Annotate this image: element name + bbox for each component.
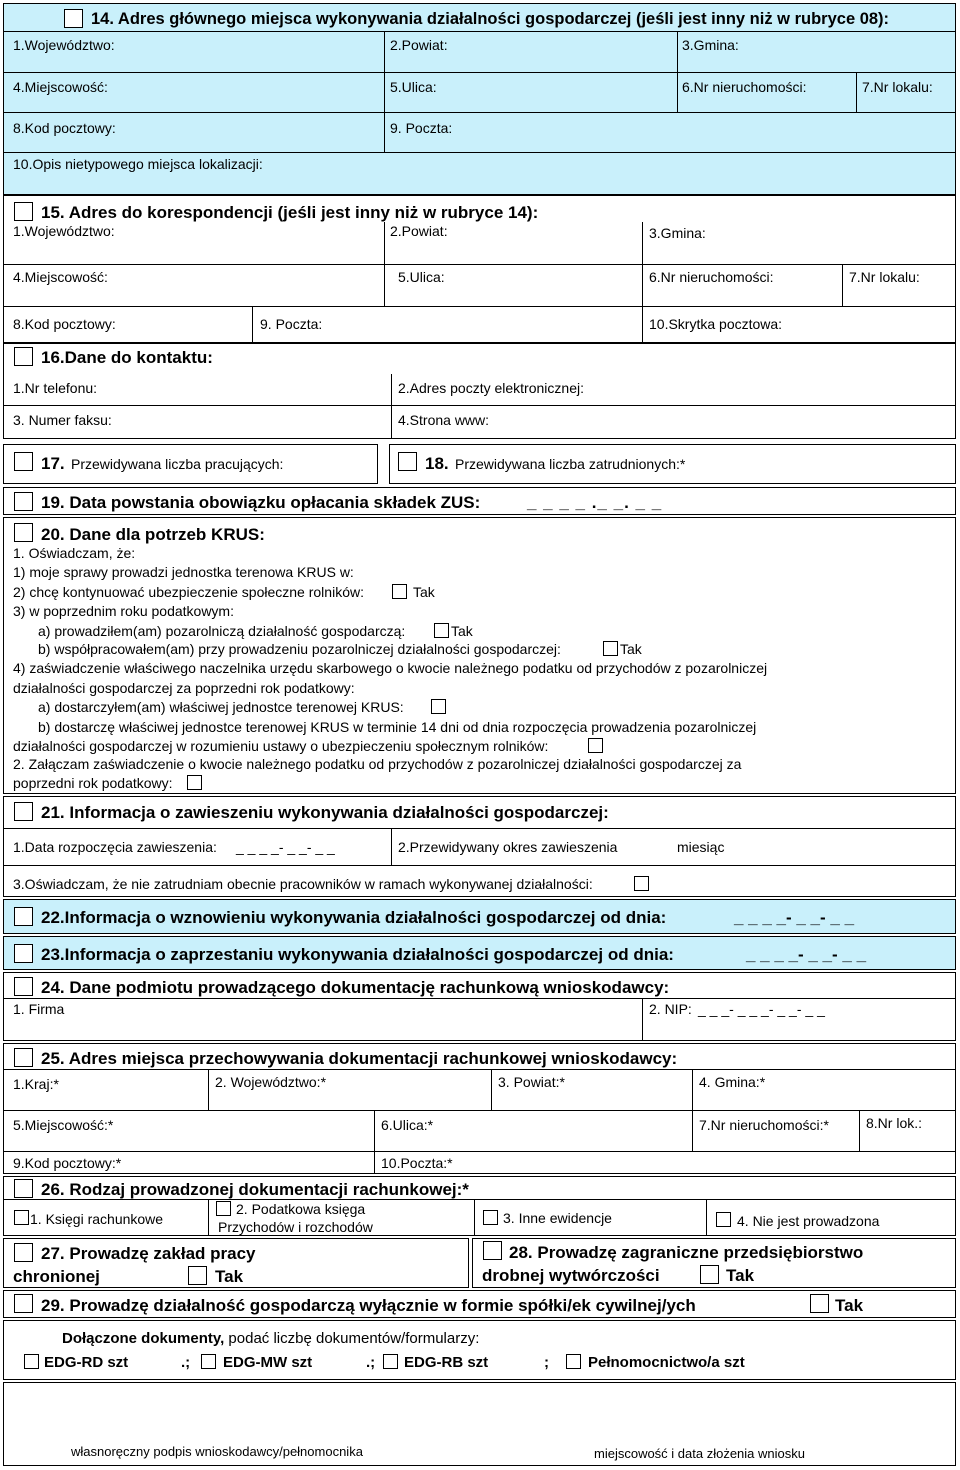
s20-line: a) prowadziłem(am) pozarolniczą działalność gospodarczą: [38, 623, 406, 639]
att-edg-rb: EDG-RB szt [404, 1354, 489, 1371]
s18-checkbox[interactable] [398, 452, 417, 471]
s28-checkbox[interactable] [483, 1241, 502, 1260]
s17-number: 17. [41, 454, 65, 473]
s28-title: drobnej wytwórczości [482, 1266, 660, 1285]
s24-nip-field[interactable]: _ _ _- _ _ _- _ _- _ _ [698, 1001, 825, 1017]
divider [706, 1199, 707, 1236]
divider [3, 306, 956, 307]
divider [642, 998, 643, 1041]
s16-checkbox[interactable] [14, 347, 33, 366]
divider [3, 865, 956, 866]
s23-date-field[interactable]: _ _ _ _- _ _- _ _ [746, 945, 867, 964]
s18-number: 18. [425, 454, 449, 473]
s20-prowadzilem-checkbox[interactable] [434, 623, 449, 638]
s20-tak: Tak [620, 641, 642, 657]
s15-field-poczta[interactable]: 9. Poczta: [260, 316, 323, 332]
s25-field-nr-lok[interactable]: 8.Nr lok.: [866, 1115, 923, 1131]
att-edg-rd-suffix: .; [181, 1354, 191, 1371]
s26-option-nie-prowadzona: 4. Nie jest prowadzona [737, 1213, 880, 1229]
divider [3, 1110, 956, 1111]
s29-title: 29. Prowadzę działalność gospodarczą wyłącznie w formie spółki/ek cywilnej/ych [41, 1296, 696, 1315]
s24-field-nip: 2. NIP: [649, 1001, 692, 1017]
s14-field-kod-pocztowy[interactable]: 8.Kod pocztowy: [13, 120, 116, 136]
s19-title: 19. Data powstania obowiązku opłacania składek ZUS: [41, 493, 481, 512]
s25-field-wojewodztwo[interactable]: 2. Województwo:* [215, 1074, 327, 1090]
s14-field-ulica[interactable]: 5.Ulica: [390, 79, 437, 95]
s26-ksiegi-checkbox[interactable] [14, 1210, 29, 1225]
s22-title: 22.Informacja o wznowieniu wykonywania działalności gospodarczej od dnia: [41, 908, 667, 927]
s17-checkbox[interactable] [14, 452, 33, 471]
s20-line: b) współpracowałem(am) przy prowadzeniu pozarolniczej działalności gospodarczej: [38, 641, 561, 657]
s24-field-firma[interactable]: 1. Firma [13, 1001, 65, 1017]
divider [3, 264, 956, 265]
s20-dostarcze-checkbox[interactable] [588, 738, 603, 753]
s26-inne-checkbox[interactable] [483, 1210, 498, 1225]
signature-label: własnoręczny podpis wnioskodawcy/pełnomocnika [71, 1444, 363, 1459]
s19-date-field[interactable]: _ _ _ _ ._ _. _ _ [527, 493, 663, 512]
s26-option-inne: 3. Inne ewidencje [503, 1210, 612, 1226]
s25-field-miejscowosc[interactable]: 5.Miejscowość:* [13, 1117, 114, 1133]
s20-line: b) dostarczę właściwej jednostce terenowej KRUS w terminie 14 dni od dnia rozpoczęcia prowadzenia pozarolniczej [38, 719, 757, 735]
divider [384, 31, 385, 153]
s23-title: 23.Informacja o zaprzestaniu wykonywania działalności gospodarczej od dnia: [41, 945, 674, 964]
s14-field-powiat[interactable]: 2.Powiat: [390, 37, 448, 53]
attachments-title-rest: podać liczbę dokumentów/formularzy: [224, 1330, 480, 1347]
place-date-label: miejscowość i data złożenia wniosku [594, 1446, 805, 1461]
s16-field-faks[interactable]: 3. Numer faksu: [13, 412, 112, 428]
att-pelnomocnictwo-checkbox[interactable] [566, 1354, 581, 1369]
s26-nie-prowadzona-checkbox[interactable] [716, 1212, 731, 1227]
s21-oswiadczam: 3.Oświadczam, że nie zatrudniam obecnie pracowników w ramach wykonywanej działalności: [13, 876, 593, 892]
s20-kontynuacja-checkbox[interactable] [392, 584, 407, 599]
s27-tak: Tak [215, 1267, 244, 1286]
s14-field-opis[interactable]: 10.Opis nietypowego miejsca lokalizacji: [13, 156, 263, 172]
s20-checkbox[interactable] [14, 523, 33, 542]
s27-title: 27. Prowadzę zakład pracy [41, 1244, 256, 1263]
s25-title: 25. Adres miejsca przechowywania dokumentacji rachunkowej wnioskodawcy: [41, 1049, 678, 1068]
s15-field-wojewodztwo[interactable]: 1.Województwo: [13, 223, 115, 239]
divider [3, 1199, 956, 1200]
att-edg-rd: EDG-RD szt [44, 1354, 129, 1371]
s26-checkbox[interactable] [14, 1179, 33, 1198]
s25-field-nr-nieruchomosci[interactable]: 7.Nr nieruchomości:* [699, 1117, 829, 1133]
s29-checkbox[interactable] [14, 1294, 33, 1313]
s14-field-nr-lokalu[interactable]: 7.Nr lokalu: [862, 79, 933, 95]
divider [374, 1110, 375, 1174]
s26-pkpir-checkbox[interactable] [216, 1201, 231, 1216]
s16-field-www[interactable]: 4.Strona www: [398, 412, 490, 428]
s20-line: 4) zaświadczenie właściwego naczelnika urzędu skarbowego o kwocie należnego podatku od przychodów z pozarolniczej [13, 660, 768, 676]
s14-field-miejscowosc[interactable]: 4.Miejscowość: [13, 79, 108, 95]
s26-option-pkpir: 2. Podatkowa księga [236, 1201, 366, 1217]
s20-line: działalności gospodarczej w rozumieniu ustawy o ubezpieczeniu społecznym rolników: [13, 738, 549, 754]
s21-oswiadczam-checkbox[interactable] [634, 876, 649, 891]
s14-field-poczta[interactable]: 9. Poczta: [390, 120, 453, 136]
s15-field-ulica[interactable]: 5.Ulica: [398, 269, 445, 285]
s14-field-gmina[interactable]: 3.Gmina: [682, 37, 739, 53]
s25-field-powiat[interactable]: 3. Powiat:* [498, 1074, 565, 1090]
s28-tak: Tak [726, 1266, 755, 1285]
s25-field-kraj[interactable]: 1.Kraj:* [13, 1076, 59, 1092]
s15-field-skrytka[interactable]: 10.Skrytka pocztowa: [649, 316, 783, 332]
s21-date-field[interactable]: _ _ _ _- _ _- _ _ [236, 839, 335, 855]
s15-field-gmina[interactable]: 3.Gmina: [649, 225, 706, 241]
s24-checkbox[interactable] [14, 977, 33, 996]
s20-line: 2) chcę kontynuować ubezpieczenie społeczne rolników: [13, 584, 364, 600]
attachments-title [62, 1331, 479, 1346]
s16-field-email[interactable]: 2.Adres poczty elektronicznej: [398, 380, 584, 396]
s20-wspolpracowalem-checkbox[interactable] [603, 641, 618, 656]
s24-title: 24. Dane podmiotu prowadzącego dokumentację rachunkową wnioskodawcy: [41, 978, 670, 997]
s20-title: 20. Dane dla potrzeb KRUS: [41, 525, 265, 544]
s16-title: 16.Dane do kontaktu: [41, 348, 213, 367]
s27-tak-checkbox[interactable] [188, 1266, 207, 1285]
attachments-section [3, 1320, 956, 1380]
s15-field-nr-nieruchomosci[interactable]: 6.Nr nieruchomości: [649, 269, 774, 285]
divider [3, 112, 956, 113]
s15-field-powiat[interactable]: 2.Powiat: [390, 223, 448, 239]
s20-tak: Tak [451, 623, 473, 639]
divider [3, 31, 956, 32]
att-edg-rb-checkbox[interactable] [383, 1354, 398, 1369]
s26-option-ksiegi: 1. Księgi rachunkowe [30, 1211, 164, 1227]
s20-line: 1. Oświadczam, że: [13, 545, 136, 561]
s20-tak: Tak [413, 584, 435, 600]
divider [208, 1069, 209, 1110]
divider [391, 374, 392, 439]
s22-checkbox[interactable] [14, 907, 33, 926]
divider [3, 405, 956, 406]
s15-field-kod-pocztowy[interactable]: 8.Kod pocztowy: [13, 316, 116, 332]
divider [491, 1069, 492, 1110]
s20-line: 3) w poprzednim roku podatkowym: [13, 603, 234, 619]
s20-line: poprzedni rok podatkowy: [13, 775, 173, 791]
divider [3, 828, 956, 829]
divider [642, 306, 643, 343]
divider [3, 998, 956, 999]
att-edg-rb-suffix: ; [544, 1354, 549, 1371]
divider [474, 1199, 475, 1236]
divider [208, 1199, 209, 1236]
s15-checkbox[interactable] [14, 202, 33, 221]
att-edg-rd-checkbox[interactable] [24, 1354, 39, 1369]
attachments-title-bold: Dołączone dokumenty, [62, 1330, 225, 1347]
s22-date-field[interactable]: _ _ _ _- _ _- _ _ [734, 908, 855, 927]
divider [3, 72, 956, 73]
s14-field-wojewodztwo[interactable]: 1.Województwo: [13, 37, 115, 53]
s25-checkbox[interactable] [14, 1048, 33, 1067]
s18-label: Przewidywana liczba zatrudnionych:* [455, 456, 686, 472]
att-edg-mw: EDG-MW szt [223, 1354, 313, 1371]
divider [842, 264, 843, 306]
divider [859, 1110, 860, 1151]
s17-label: Przewidywana liczba pracujących: [71, 456, 284, 472]
divider [3, 152, 956, 153]
att-pelnomocnictwo: Pełnomocnictwo/a szt [588, 1354, 745, 1371]
s23-checkbox[interactable] [14, 944, 33, 963]
s19-checkbox[interactable] [14, 492, 33, 511]
s29-tak: Tak [835, 1296, 864, 1315]
s20-line: 1) moje sprawy prowadzi jednostka terenowa KRUS w: [13, 564, 354, 580]
s20-dostarczylem-checkbox[interactable] [431, 699, 446, 714]
s25-field-gmina[interactable]: 4. Gmina:* [699, 1074, 766, 1090]
s29-tak-checkbox[interactable] [810, 1294, 829, 1313]
s26-title: 26. Rodzaj prowadzonej dokumentacji rachunkowej:* [41, 1180, 469, 1199]
divider [3, 1151, 956, 1152]
s14-title: 14. Adres głównego miejsca wykonywania działalności gospodarczej (jeśli jest inny niż w rubryce 08): [91, 10, 890, 28]
divider [391, 828, 392, 865]
s27-title: chronionej [13, 1267, 100, 1286]
s26-option-pkpir: Przychodów i rozchodów [218, 1219, 373, 1235]
s21-field-data: 1.Data rozpoczęcia zawieszenia: [13, 839, 217, 855]
s20-line: a) dostarczyłem(am) właściwej jednostce terenowej KRUS: [38, 699, 404, 715]
s25-field-ulica[interactable]: 6.Ulica:* [381, 1117, 434, 1133]
att-edg-mw-suffix: .; [366, 1354, 376, 1371]
s20-line: 2. Załączam zaświadczenie o kwocie należnego podatku od przychodów z pozarolniczej działalności gospodarczej za [13, 756, 742, 772]
s25-field-kod-pocztowy[interactable]: 9.Kod pocztowy:* [13, 1155, 122, 1171]
s16-field-telefon[interactable]: 1.Nr telefonu: [13, 380, 98, 396]
att-edg-mw-checkbox[interactable] [201, 1354, 216, 1369]
s15-title: 15. Adres do korespondencji (jeśli jest inny niż w rubryce 14): [41, 203, 539, 222]
s25-field-poczta[interactable]: 10.Poczta:* [381, 1155, 453, 1171]
s21-field-okres[interactable]: 2.Przewidywany okres zawieszenia [398, 839, 618, 855]
s21-title: 21. Informacja o zawieszeniu wykonywania działalności gospodarczej: [41, 803, 609, 822]
divider [856, 72, 857, 112]
s15-field-miejscowosc[interactable]: 4.Miejscowość: [13, 269, 108, 285]
s21-checkbox[interactable] [14, 802, 33, 821]
s28-title: 28. Prowadzę zagraniczne przedsiębiorstwo [509, 1243, 864, 1262]
s21-unit: miesiąc [677, 839, 725, 855]
s14-field-nr-nieruchomosci[interactable]: 6.Nr nieruchomości: [682, 79, 807, 95]
divider [252, 306, 253, 343]
divider [3, 1069, 956, 1070]
s28-tak-checkbox[interactable] [700, 1265, 719, 1284]
s27-checkbox[interactable] [14, 1243, 33, 1262]
s14-checkbox[interactable] [64, 9, 83, 28]
s15-field-nr-lokalu[interactable]: 7.Nr lokalu: [849, 269, 920, 285]
s20-zalaczam-checkbox[interactable] [187, 775, 202, 790]
s20-line: działalności gospodarczej za poprzedni rok podatkowy: [13, 680, 355, 696]
